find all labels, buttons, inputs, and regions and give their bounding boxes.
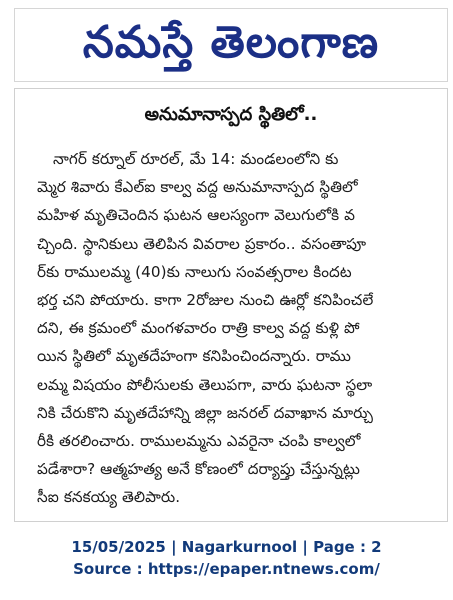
source-url-line[interactable]: Source : https://epaper.ntnews.com/ xyxy=(73,560,380,578)
article-line: యిన స్థితిలో మృతదేహంగా కనిపించిందన్నారు. రాము xyxy=(37,347,352,366)
article-line: చ్చింది. స్థానికులు తెలిపిన వివరాల ప్రకారం.. వసంతాపూ xyxy=(37,234,367,253)
article-line: నికి చేరుకొని మృతదేహాన్ని జిల్లా జనరల్ దవాఖాన మార్చు xyxy=(37,403,374,422)
article-line: మహిళ మృతిచెందిన ఘటన ఆలస్యంగా వెలుగులోకి వ xyxy=(37,206,356,225)
newspaper-masthead xyxy=(14,8,448,82)
article-line: నాగర్ కర్నూల్ రూరల్, మే 14: మండలంలోని కు xyxy=(53,150,339,168)
article-headline: అనుమానాస్పద స్థితిలో.. xyxy=(144,104,318,125)
article-line: భర్త చని పోయారు. కాగా 2రోజుల నుంచి ఊర్లో కనిపించలే xyxy=(37,291,374,310)
article-body xyxy=(37,145,437,512)
newspaper-logo-title: నమస్తే తెలంగాణ xyxy=(82,17,380,68)
article-line: సీఐ కనకయ్య తెలిపారు. xyxy=(37,488,181,507)
article-line: ర్‌కు రాములమ్మ (40)కు నాలుగు సంవత్సరాల కిందట xyxy=(37,262,352,281)
edition-date-line: 15/05/2025 | Nagarkurnool | Page : 2 xyxy=(71,538,382,556)
article-line: దని, ఈ క్రమంలో మంగళవారం రాత్రి కాల్వ వద్ద కుళ్లి పో xyxy=(37,319,360,338)
news-article-clipping xyxy=(14,88,448,522)
article-line: రీకి తరలించారు. రాములమ్మను ఎవరైనా చంపి కాల్వలో xyxy=(37,432,361,451)
article-line: మ్మెర శివారు కేఎల్ఐ కాల్వ వద్ద అనుమానాస్పద స్థితిలో xyxy=(37,178,358,197)
article-line: లమ్మ విషయం పోలీసులకు తెలుపగా, వారు ఘటనా స్థలా xyxy=(37,375,373,394)
article-line: పడేశారా? ఆత్మహత్య అనే కోణంలో దర్యాప్తు చేస్తున్నట్లు xyxy=(37,460,361,479)
